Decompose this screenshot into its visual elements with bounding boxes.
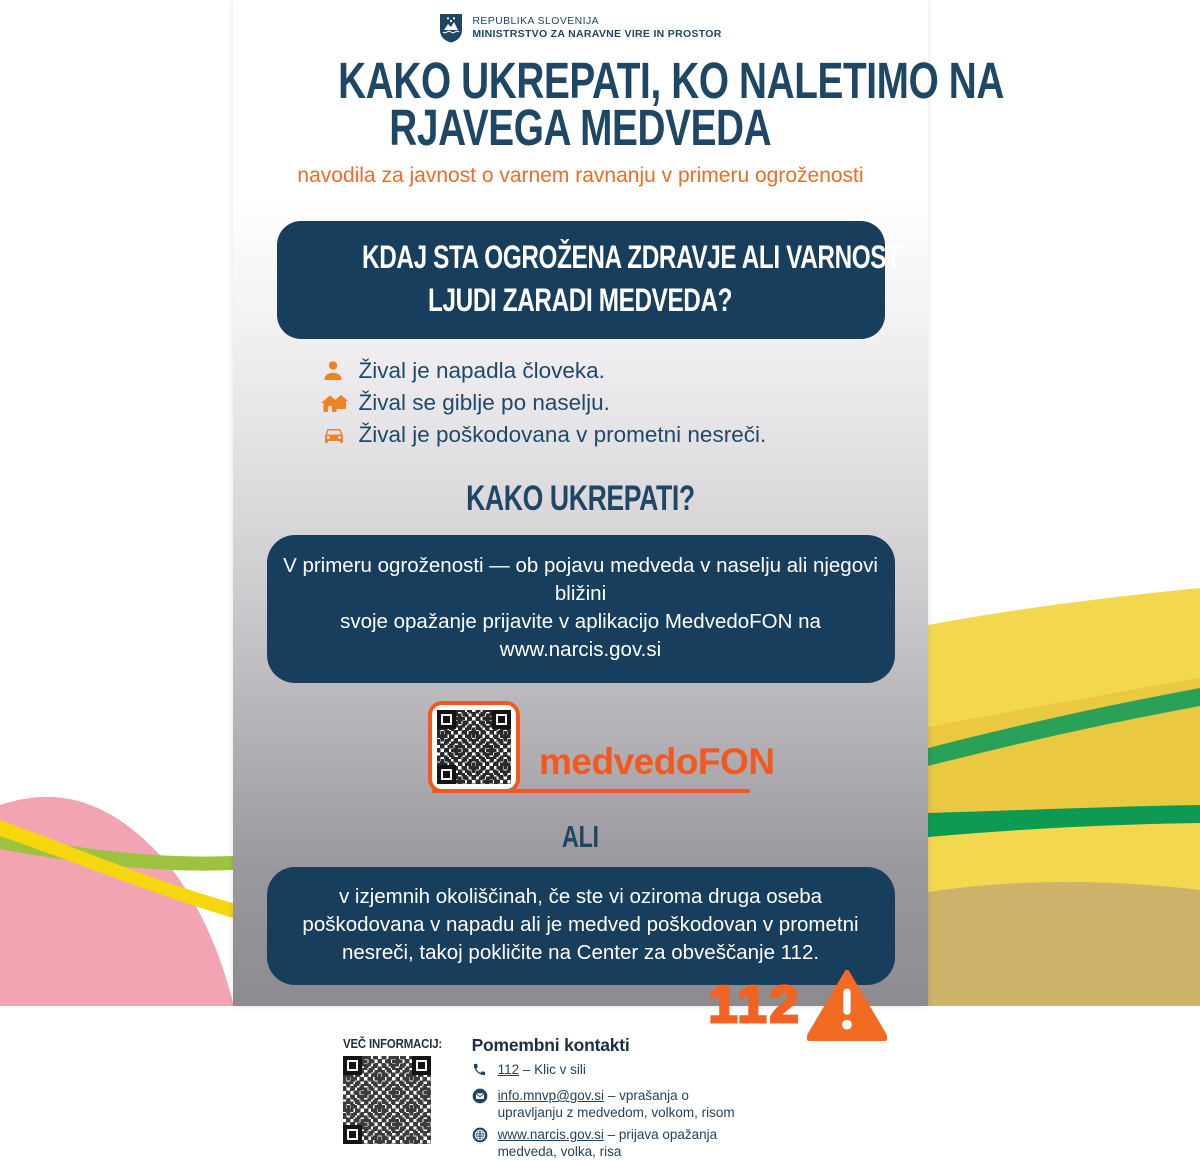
report-line-2: svoje opažanje prijavite v aplikacijo MedvedoFON na www.narcis.gov.si — [340, 610, 821, 661]
report-line-1: V primeru ogroženosti — ob pojavu medveda v naselju ali njegovi bližini — [283, 554, 878, 605]
emergency-instruction-box — [267, 867, 895, 985]
emergency-line-2: poškodovana v napadu ali je medved poškodovan v prometni — [302, 913, 859, 936]
title-line-1: KAKO UKREPATI, KO NALETIMO NA — [338, 52, 1004, 109]
threat-question-line-1: KDAJ STA OGROŽENA ZDRAVJE ALI VARNOST — [361, 239, 901, 275]
how-to-act-heading: KAKO UKREPATI? — [466, 479, 695, 518]
contact-description: – prijava opažanja — [603, 1127, 718, 1142]
ministry-header — [233, 0, 928, 43]
title-line-2: RJAVEGA MEDVEDA — [389, 99, 772, 156]
threat-text: Žival je napadla človeka. — [358, 358, 605, 383]
decor-pink-hill-left — [0, 760, 233, 1006]
more-info-label: VEČ INFORMACIJ: — [343, 1036, 443, 1051]
threat-text: Žival se giblje po naselju. — [358, 390, 610, 415]
qr-finder-icon — [412, 1056, 431, 1075]
contact-link-website[interactable]: www.narcis.gov.si — [497, 1127, 604, 1142]
qr-finder-icon — [437, 710, 456, 729]
footer-contacts-section — [233, 1035, 928, 1160]
contacts-block — [472, 1035, 735, 1160]
republic-label: REPUBLIKA SLOVENIJA — [472, 14, 600, 27]
medvedofon-section — [233, 701, 928, 799]
warning-triangle-icon — [806, 969, 888, 1041]
email-icon — [472, 1087, 490, 1121]
medvedofon-underline — [432, 789, 750, 793]
contact-description-line2: upravljanju z medvedom, volkom, risom — [497, 1105, 735, 1120]
emergency-number: 112 — [708, 976, 802, 1034]
ministry-label: MINISTRSTVO ZA NARAVNE VIRE IN PROSTOR — [472, 28, 722, 40]
page-title — [233, 52, 1004, 156]
qr-finder-icon — [492, 710, 511, 729]
contact-link-email[interactable]: info.mnvp@gov.si — [497, 1088, 605, 1103]
phone-icon — [472, 1061, 490, 1082]
medvedofon-label: medvedoFON — [539, 741, 775, 782]
contact-row-website — [472, 1126, 735, 1160]
contacts-heading: Pomembni kontakti — [471, 1035, 630, 1055]
threat-item-attack — [321, 355, 841, 387]
or-label: ALI — [562, 819, 599, 854]
info-qr-code — [343, 1056, 431, 1144]
coat-of-arms-icon — [439, 13, 463, 43]
more-info-block — [343, 1035, 456, 1160]
qr-finder-icon — [437, 765, 456, 784]
threat-question-box — [277, 221, 901, 339]
report-instruction-box — [267, 535, 895, 683]
threat-item-settlement — [321, 387, 841, 419]
threat-item-traffic — [321, 419, 841, 451]
page-subtitle: navodila za javnost o varnem ravnanju v primeru ogroženosti — [297, 164, 864, 187]
contact-row-email — [472, 1087, 735, 1121]
medvedofon-qr-code — [428, 701, 520, 793]
car-icon — [321, 422, 348, 449]
person-icon — [321, 358, 348, 385]
contact-description-line2: medveda, volka, risa — [497, 1144, 622, 1159]
threat-text: Žival je poškodovana v prometni nesreči. — [358, 422, 767, 447]
contact-description: – vprašanja o — [604, 1088, 689, 1103]
qr-finder-icon — [343, 1056, 362, 1075]
threat-list — [321, 355, 841, 451]
qr-finder-icon — [343, 1125, 362, 1144]
contact-description: – Klic v sili — [519, 1062, 586, 1077]
contact-row-phone — [472, 1061, 735, 1082]
contact-link-112[interactable]: 112 — [497, 1062, 520, 1077]
globe-icon — [472, 1126, 490, 1160]
emergency-line-3: nesreči, takoj pokličite na Center za obveščanje 112. — [341, 941, 820, 964]
emergency-112-graphic — [274, 969, 888, 1041]
houses-icon — [321, 390, 348, 417]
threat-question-line-2: LJUDI ZARADI MEDVEDA? — [428, 282, 733, 318]
emergency-line-1: v izjemnih okoliščinah, če ste vi oziroma druga oseba — [338, 885, 823, 908]
decor-yellow-waves-right — [928, 560, 1200, 1006]
poster — [233, 0, 1004, 1159]
